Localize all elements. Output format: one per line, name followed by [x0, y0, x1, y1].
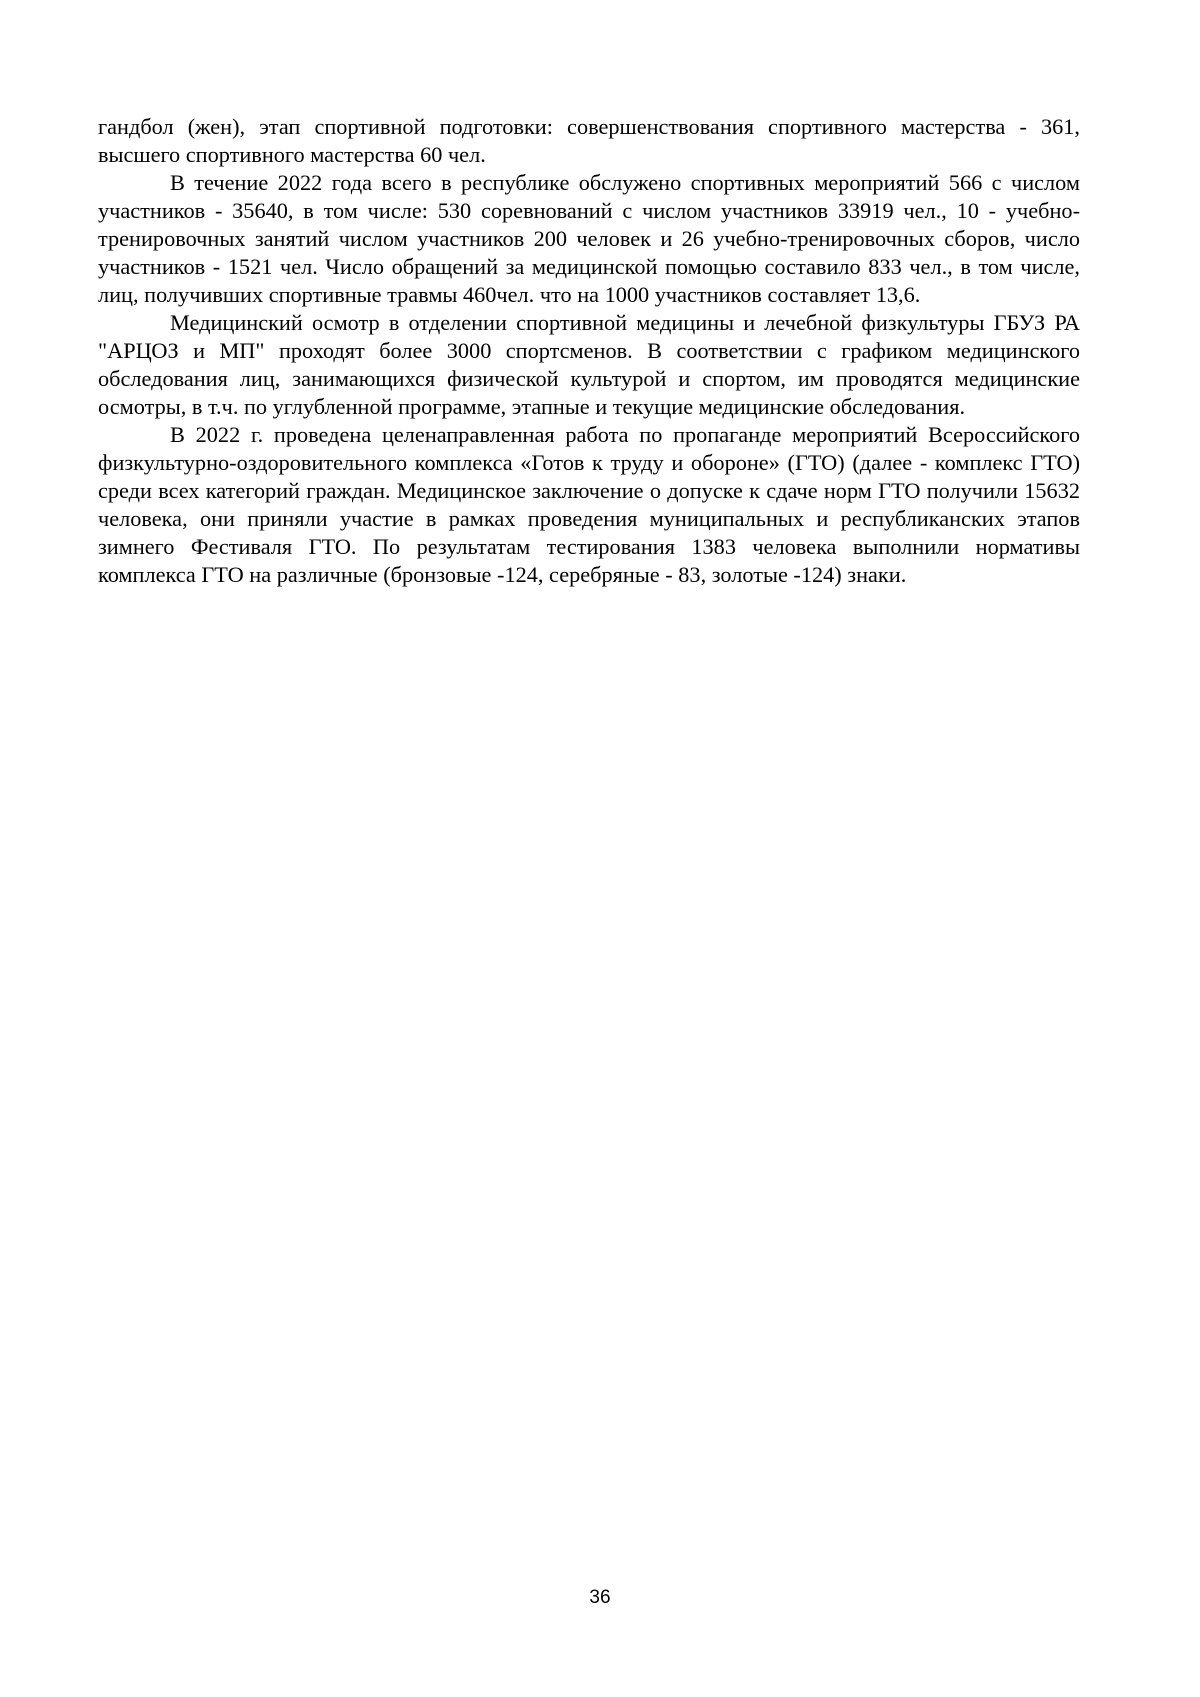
body-text: [98, 113, 1080, 589]
paragraph-handball-stages: гандбол (жен), этап спортивной подготовки: совершенствования спортивного мастерства - 361, высшего спортивного мастерства 60 чел.: [98, 114, 1080, 167]
paragraph-medical-examination: Медицинский осмотр в отделении спортивной медицины и лечебной физкультуры ГБУЗ РА "АРЦОЗ и МП" проходят более 3000 спортсменов. В соответствии с графиком медицинского обследования лиц, занимающихся физической культурой и спортом, им проводятся медицинские осмотры, в т.ч. по углубленной программе, этапные и текущие медицинские обследования.: [98, 310, 1080, 419]
paragraph-sports-events-2022: В течение 2022 года всего в республике обслужено спортивных мероприятий 566 с числом участников - 35640, в том числе: 530 соревнований с числом участников 33919 чел., 10 - учебно-тренировочных занятий числом участников 200 человек и 26 учебно-тренировочных сборов, число участников - 1521 чел. Число обращений за медицинской помощью составило 833 чел., в том числе, лиц, получивших спортивные травмы 460чел. что на 1000 участников составляет 13,6.: [98, 170, 1080, 307]
page-number: 36: [589, 1587, 611, 1608]
paragraph-gto-complex: В 2022 г. проведена целенаправленная работа по пропаганде мероприятий Всероссийского физкультурно-оздоровительного комплекса «Готов к труду и обороне» (ГТО) (далее - комплекс ГТО) среди всех категорий граждан. Медицинское заключение о допуске к сдаче норм ГТО получили 15632 человека, они приняли участие в рамках проведения муниципальных и республиканских этапов зимнего Фестиваля ГТО. По результатам тестирования 1383 человека выполнили нормативы комплекса ГТО на различные (бронзовые -124, серебряные - 83, золотые -124) знаки.: [98, 422, 1080, 587]
